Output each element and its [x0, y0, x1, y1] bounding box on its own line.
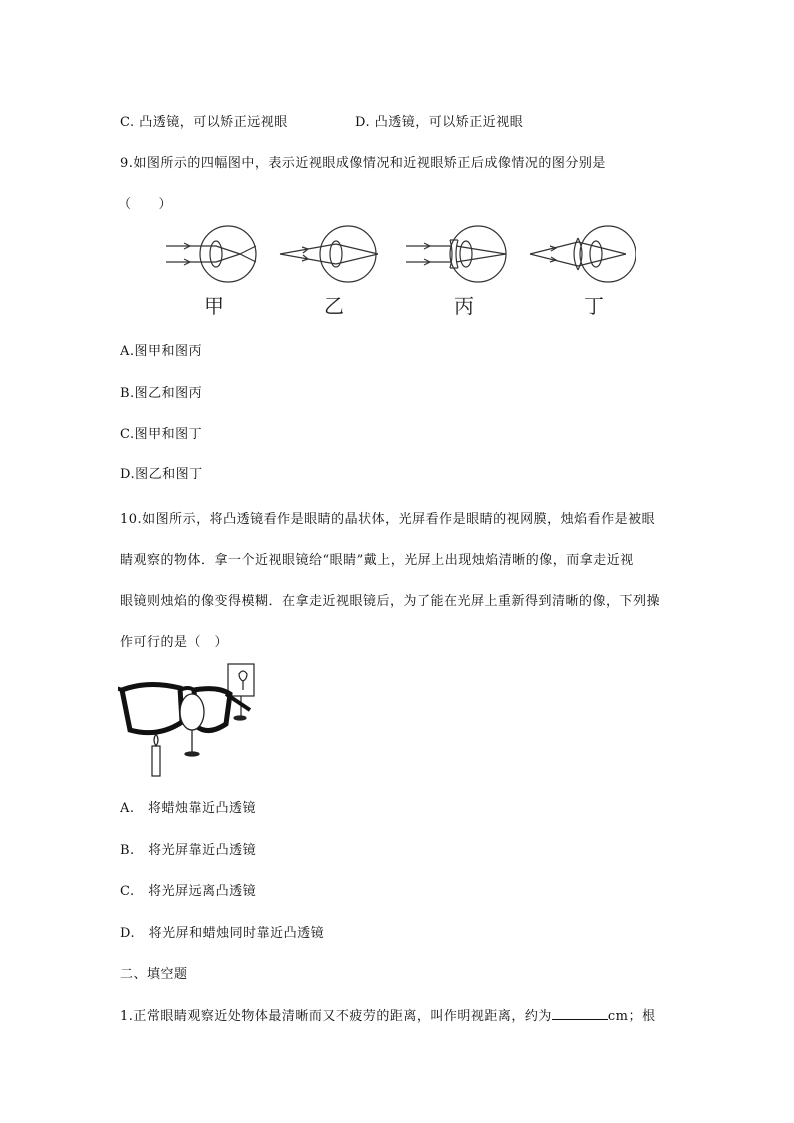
q9-option-a: A.图甲和图丙	[120, 344, 203, 359]
q10-option-b: B. 将光屏靠近凸透镜	[120, 843, 257, 858]
q9-option-d: D.图乙和图丁	[120, 467, 203, 482]
candle	[152, 734, 160, 776]
q10-stem-line-3: 眼镜则烛焰的像变得模糊．在拿走近视眼镜后，为了能在光屏上重新得到清晰的像，下列操	[120, 594, 661, 609]
q9-option-c: C.图甲和图丁	[120, 427, 203, 442]
eye-diagram-figure	[158, 222, 636, 322]
q9-stem: 9.如图所示的四幅图中，表示近视眼成像情况和近视眼矫正后成像情况的图分别是	[120, 156, 606, 171]
glasses-lens-setup-figure	[118, 660, 268, 780]
q10-stem-line-1: 10.如图所示，将凸透镜看作是眼睛的晶状体，光屏看作是眼睛的视网膜，烛焰看作是被眼	[120, 512, 656, 527]
convex-lens	[180, 694, 204, 756]
q10-option-d: D. 将光屏和蜡烛同时靠近凸透镜	[120, 926, 325, 941]
q8-option-d: D. 凸透镜，可以矫正近视眼	[355, 115, 524, 130]
fill-in-q1-text-after: cm；根	[607, 1009, 656, 1024]
figure-label-ding: 丁	[584, 294, 604, 318]
glasses-lens-setup-svg	[118, 660, 268, 780]
q9-answer-bracket: （ ）	[118, 197, 173, 212]
q8-option-c: C. 凸透镜，可以矫正远视眼	[120, 115, 288, 130]
q10-option-a: A. 将蜡烛靠近凸透镜	[120, 801, 257, 816]
answer-blank[interactable]	[552, 1007, 608, 1020]
q9-option-b: B.图乙和图丙	[120, 386, 203, 401]
q10-stem-line-2: 睛观察的物体．拿一个近视眼镜给“眼睛”戴上，光屏上出现烛焰清晰的像，而拿走近视	[120, 553, 634, 568]
figure-label-jia: 甲	[204, 294, 224, 318]
figure-label-bing: 丙	[454, 294, 474, 318]
light-screen	[228, 664, 254, 720]
eye-diagram-bing	[406, 226, 506, 282]
figure-label-yi: 乙	[324, 294, 344, 318]
fill-in-q1-text-before: 1.正常眼睛观察近处物体最清晰而又不疲劳的距离，叫作明视距离，约为	[120, 1009, 552, 1024]
eye-diagram-jia	[166, 226, 256, 282]
eye-diagram-ding	[530, 226, 636, 282]
eye-diagram-yi	[280, 226, 378, 282]
eye-diagrams-svg	[158, 222, 636, 322]
q10-stem-line-4: 作可行的是（ ）	[120, 635, 229, 650]
fill-in-q1	[120, 1005, 656, 1024]
q10-option-c: C. 将光屏远离凸透镜	[120, 884, 257, 899]
section-title-fill-in: 二、填空题	[120, 967, 188, 982]
